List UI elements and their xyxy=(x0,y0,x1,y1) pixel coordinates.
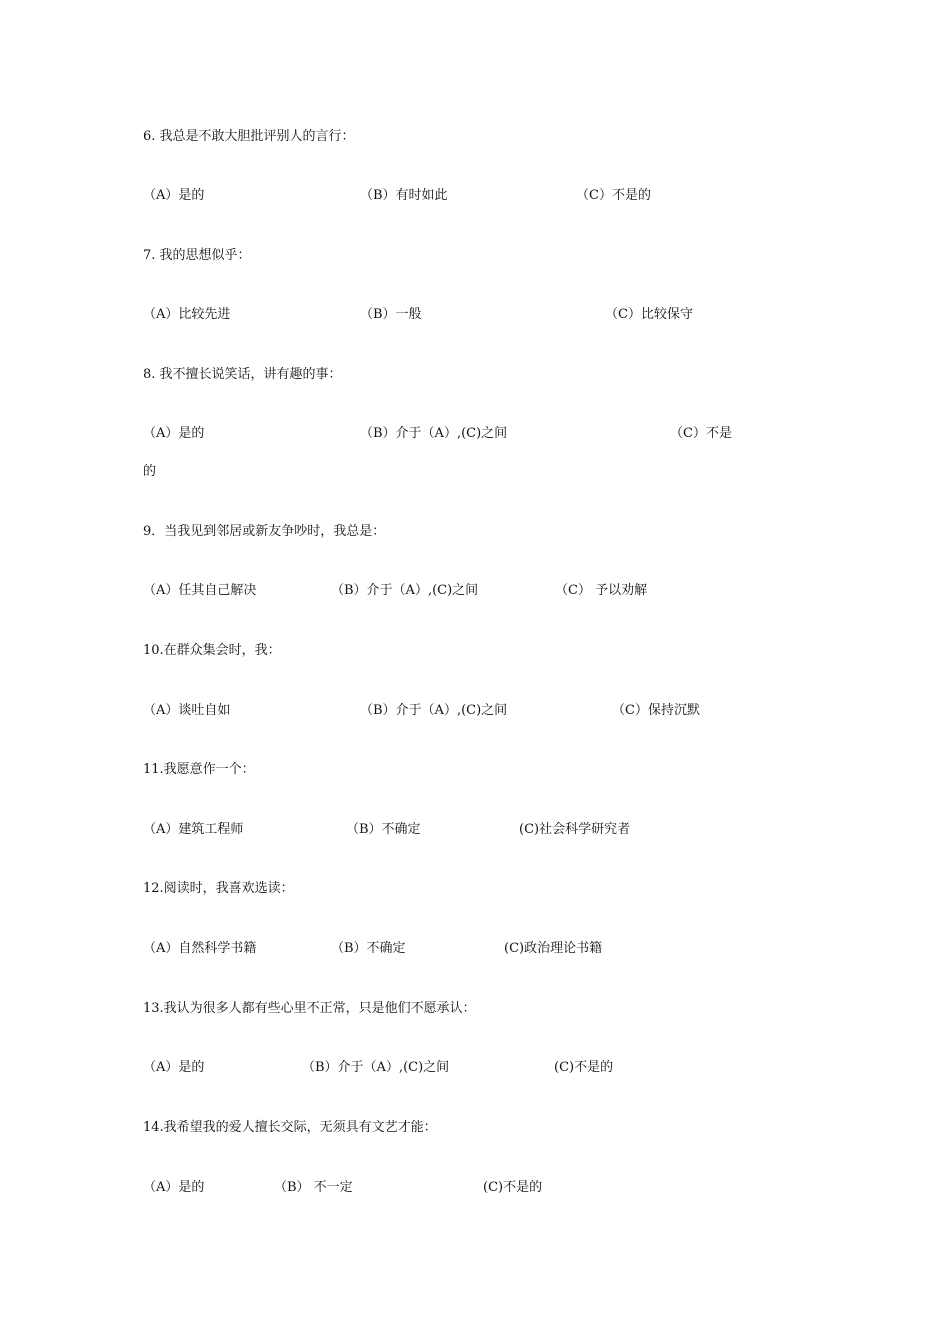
q13-option-c: (C)不是的 xyxy=(554,1060,614,1075)
q9-option-b: （B）介于（A）,(C)之间 xyxy=(331,583,479,598)
q13-option-b: （B）介于（A）,(C)之间 xyxy=(302,1060,450,1075)
q6-option-c: （C）不是的 xyxy=(576,188,651,203)
q12-option-b: （B）不确定 xyxy=(331,941,406,956)
q7-option-a: （A）比较先进 xyxy=(143,307,231,322)
question-11: 11.我愿意作一个： xyxy=(143,762,255,777)
q12-option-c: (C)政治理论书籍 xyxy=(504,941,603,956)
q8-option-a: （A）是的 xyxy=(143,426,205,441)
q8-option-c-wrap: 的 xyxy=(143,464,157,479)
q10-option-a: （A）谈吐自如 xyxy=(143,703,231,718)
q11-option-b: （B）不确定 xyxy=(346,822,421,837)
question-14: 14.我希望我的爱人擅长交际，无须具有文艺才能： xyxy=(143,1120,437,1135)
question-12: 12.阅读时，我喜欢选读： xyxy=(143,881,294,896)
q7-option-b: （B）一般 xyxy=(360,307,422,322)
question-13: 13.我认为很多人都有些心里不正常，只是他们不愿承认： xyxy=(143,1001,476,1016)
question-10: 10.在群众集会时，我： xyxy=(143,643,281,658)
q11-option-c: (C)社会科学研究者 xyxy=(519,822,631,837)
question-9: 9．当我见到邻居或新友争吵时，我总是： xyxy=(143,524,386,539)
q7-option-c: （C）比较保守 xyxy=(605,307,693,322)
q14-option-a: （A）是的 xyxy=(143,1180,205,1195)
question-8: 8. 我不擅长说笑话，讲有趣的事： xyxy=(143,367,342,382)
q8-option-c: （C）不是 xyxy=(670,426,732,441)
q8-option-b: （B）介于（A）,(C)之间 xyxy=(360,426,508,441)
q9-option-a: （A）任其自己解决 xyxy=(143,583,257,598)
q12-option-a: （A）自然科学书籍 xyxy=(143,941,257,956)
q13-option-a: （A）是的 xyxy=(143,1060,205,1075)
q9-option-c: （C） 予以劝解 xyxy=(555,583,648,598)
q14-option-b: （B） 不一定 xyxy=(274,1180,353,1195)
question-6: 6. 我总是不敢大胆批评别人的言行： xyxy=(143,129,355,144)
q10-option-b: （B）介于（A）,(C)之间 xyxy=(360,703,508,718)
q14-option-c: (C)不是的 xyxy=(483,1180,543,1195)
q10-option-c: （C）保持沉默 xyxy=(612,703,700,718)
q6-option-b: （B）有时如此 xyxy=(360,188,448,203)
question-7: 7. 我的思想似乎： xyxy=(143,248,251,263)
q11-option-a: （A）建筑工程师 xyxy=(143,822,244,837)
q6-option-a: （A）是的 xyxy=(143,188,205,203)
